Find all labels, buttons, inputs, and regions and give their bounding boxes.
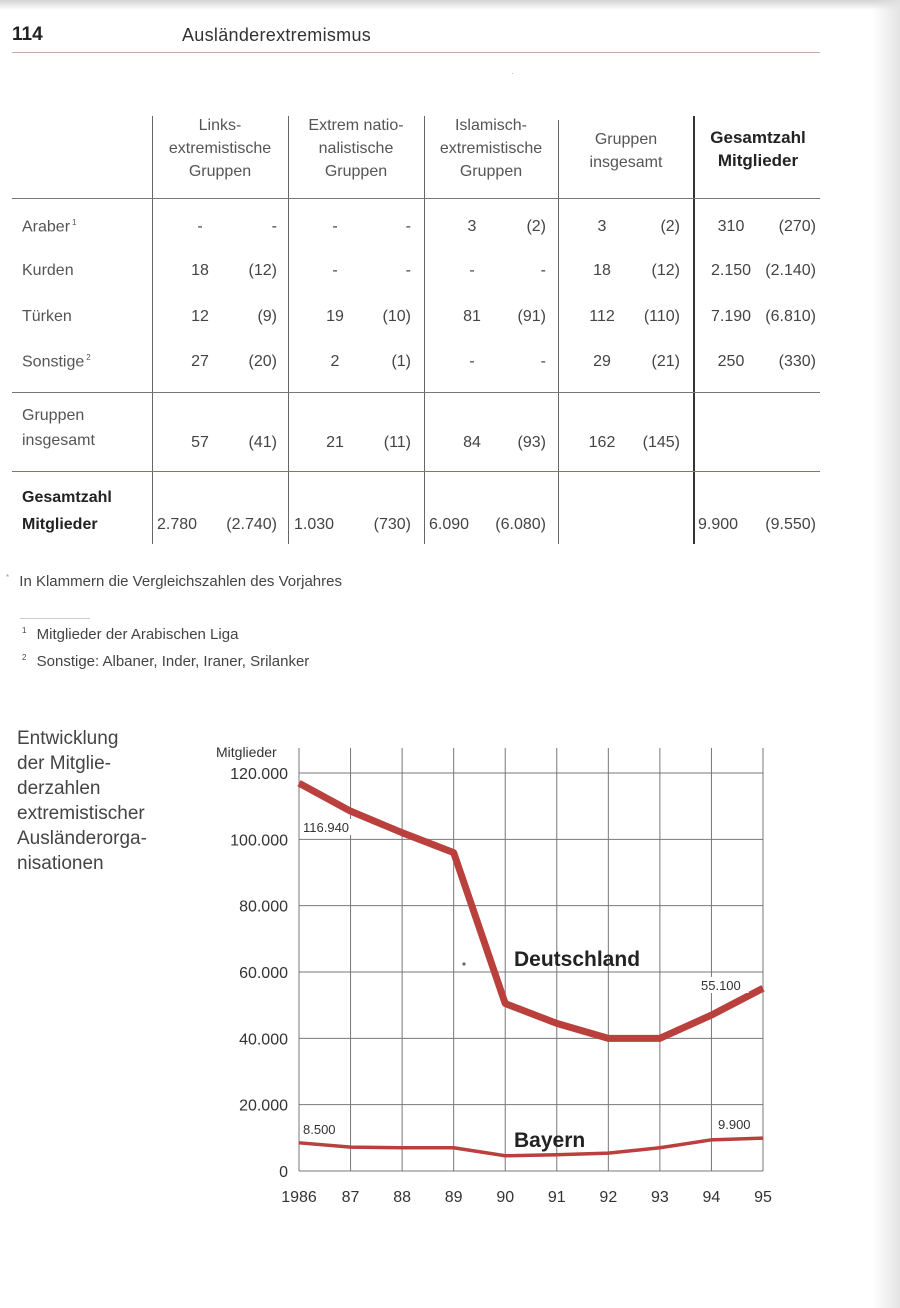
y-tick-label: 60.000 — [239, 965, 288, 982]
y-axis-label: Mitglieder — [216, 744, 277, 760]
table-cell-previous-year: - — [540, 262, 546, 279]
totals-groups-cell-previous-year: (11) — [383, 434, 411, 451]
table-cell-previous-year: (9) — [257, 308, 277, 325]
totals-groups-cell-previous-year: (93) — [517, 434, 546, 451]
row-footnote-mark: 1 — [72, 218, 77, 227]
x-tick-label: 89 — [444, 1189, 463, 1206]
table-cell-previous-year: (2) — [660, 218, 680, 235]
column-header-line: extremistische — [168, 140, 272, 157]
x-tick-label: 91 — [547, 1189, 566, 1206]
totals-members-previous-year: (9.550) — [765, 516, 816, 533]
footnote-1-text: Mitglieder der Arabischen Liga — [36, 626, 239, 643]
table-cell-value: 18 — [191, 262, 209, 279]
row-label-text: Kurden — [22, 262, 74, 279]
totals-members-value: 1.030 — [294, 516, 335, 533]
table-cell-value: 310 — [717, 218, 745, 235]
totals-groups-cell-value: 84 — [463, 434, 481, 451]
column-header-line: Gruppen — [459, 163, 523, 180]
table-cell-value: 18 — [593, 262, 611, 279]
table-cell-value: - — [332, 262, 338, 279]
chart-caption-line: Entwicklung — [17, 728, 119, 749]
row-label-text: Araber — [22, 218, 71, 236]
column-header-line: Extrem natio- — [308, 117, 404, 134]
series-label: Deutschland — [514, 948, 641, 971]
table-cell-value: - — [469, 262, 475, 279]
totals-groups-cell-value: 57 — [191, 434, 209, 451]
y-tick-label: 0 — [279, 1164, 288, 1181]
totals-members-value: 2.780 — [157, 516, 198, 533]
x-tick-label: 87 — [341, 1189, 360, 1206]
table-cell-value: 81 — [463, 308, 481, 325]
table-cell-value: 2.150 — [710, 262, 752, 279]
chart-caption-line: nisationen — [17, 853, 104, 874]
data-label: 8.500 — [303, 1122, 336, 1137]
table-cell-value: 112 — [589, 308, 615, 325]
table-cell-value: 27 — [191, 353, 209, 370]
totals-members-previous-year: (2.740) — [226, 516, 277, 533]
table-cell-value: - — [469, 353, 475, 370]
data-label: 55.100 — [701, 978, 741, 993]
table-cell-previous-year: (10) — [382, 308, 411, 325]
column-header-line: insgesamt — [589, 154, 663, 171]
table-cell-previous-year: (21) — [651, 353, 680, 370]
y-tick-label: 80.000 — [239, 898, 288, 916]
chart-caption-line: derzahlen — [17, 778, 101, 799]
totals-groups-label-line: Gruppen — [22, 407, 85, 424]
series-label: Bayern — [514, 1129, 586, 1152]
scan-speck — [462, 962, 465, 965]
totals-members-value: 9.900 — [698, 516, 739, 533]
x-tick-label: 90 — [496, 1189, 515, 1206]
totals-groups-cell-previous-year: (41) — [248, 434, 277, 451]
chart-caption-line: extremistischer — [17, 803, 145, 824]
totals-members-label-line: Mitglieder — [22, 516, 98, 533]
bracket-note-text: In Klammern die Vergleichszahlen des Vorjahres — [19, 573, 342, 590]
column-header-line: Gruppen — [188, 163, 252, 180]
chart-caption-line: Ausländerorga- — [17, 828, 147, 849]
totals-groups-cell-value: 21 — [326, 434, 344, 451]
table-cell-value: - — [332, 218, 338, 235]
x-tick-label: 93 — [650, 1189, 669, 1206]
table-cell-previous-year: - — [405, 218, 411, 235]
running-head: Ausländerextremismus — [182, 25, 372, 45]
table-cell-previous-year: (12) — [248, 262, 277, 279]
table-cell-previous-year: (12) — [651, 262, 680, 279]
x-tick-label: 95 — [754, 1189, 772, 1206]
table-cell-previous-year: (20) — [248, 353, 277, 370]
table-cell-value: 29 — [593, 353, 611, 370]
footnote-1-mark: 1 — [22, 626, 27, 635]
column-header-line: Mitglieder — [717, 151, 799, 170]
table-cell-value: 2 — [330, 353, 340, 370]
stray-mark: · — [511, 68, 515, 79]
totals-groups-label-line: insgesamt — [22, 432, 95, 449]
table-cell-previous-year: (2) — [526, 218, 546, 235]
column-header-line: Gesamtzahl — [710, 128, 806, 147]
totals-members-label-line: Gesamtzahl — [22, 489, 112, 506]
series-line-deutschland — [299, 783, 763, 1038]
table-cell-previous-year: - — [540, 353, 546, 370]
table-cell-previous-year: - — [271, 218, 277, 235]
column-header-line: Links- — [198, 117, 242, 134]
data-label: 116.940 — [303, 820, 350, 835]
table-cell-value: 12 — [191, 308, 209, 325]
row-label-text: Sonstige — [22, 353, 85, 371]
x-tick-label: 92 — [599, 1189, 618, 1206]
column-header-line: Gruppen — [324, 163, 388, 180]
totals-groups-cell-previous-year: (145) — [642, 434, 680, 451]
table-cell-value: 250 — [717, 353, 745, 370]
chart-caption-line: der Mitglie- — [17, 753, 111, 774]
x-tick-label: 88 — [393, 1189, 412, 1206]
totals-members-previous-year: (6.080) — [495, 516, 546, 533]
table-cell-value: 3 — [597, 218, 607, 235]
column-header-line: Islamisch- — [454, 117, 527, 134]
row-footnote-mark: 2 — [86, 353, 91, 362]
x-tick-label: 94 — [702, 1189, 721, 1206]
table-cell-previous-year: - — [405, 262, 411, 279]
column-header-line: nalistische — [318, 140, 394, 157]
y-tick-label: 20.000 — [239, 1097, 288, 1115]
x-tick-label: 1986 — [281, 1189, 317, 1206]
footnote-2-mark: 2 — [22, 653, 27, 662]
table-cell-previous-year: (110) — [643, 308, 680, 325]
data-label: 9.900 — [718, 1117, 751, 1132]
table-cell-value: - — [197, 218, 203, 235]
table-cell-value: 3 — [467, 218, 477, 235]
table-cell-previous-year: (270) — [778, 218, 816, 235]
table-cell-previous-year: (330) — [778, 353, 816, 370]
table-cell-value: 7.190 — [710, 308, 752, 325]
column-header-line: extremistische — [439, 140, 543, 157]
totals-groups-cell-value: 162 — [588, 434, 616, 451]
y-tick-label: 100.000 — [230, 832, 288, 850]
page-number: 114 — [12, 24, 43, 45]
bracket-note-mark: * — [6, 573, 10, 582]
column-header-line: Gruppen — [594, 131, 658, 148]
table-cell-previous-year: (1) — [391, 353, 411, 370]
table-cell-value: 19 — [326, 308, 344, 325]
footnote-2-text: Sonstige: Albaner, Inder, Iraner, Srilanker — [36, 653, 310, 670]
row-label-text: Türken — [22, 308, 72, 325]
table-cell-previous-year: (91) — [517, 308, 546, 325]
y-tick-label: 40.000 — [239, 1031, 288, 1049]
totals-members-value: 6.090 — [429, 516, 470, 533]
table-cell-previous-year: (6.810) — [765, 308, 816, 325]
y-tick-label: 120.000 — [230, 766, 288, 783]
table-cell-previous-year: (2.140) — [765, 262, 816, 279]
totals-members-previous-year: (730) — [373, 516, 411, 533]
